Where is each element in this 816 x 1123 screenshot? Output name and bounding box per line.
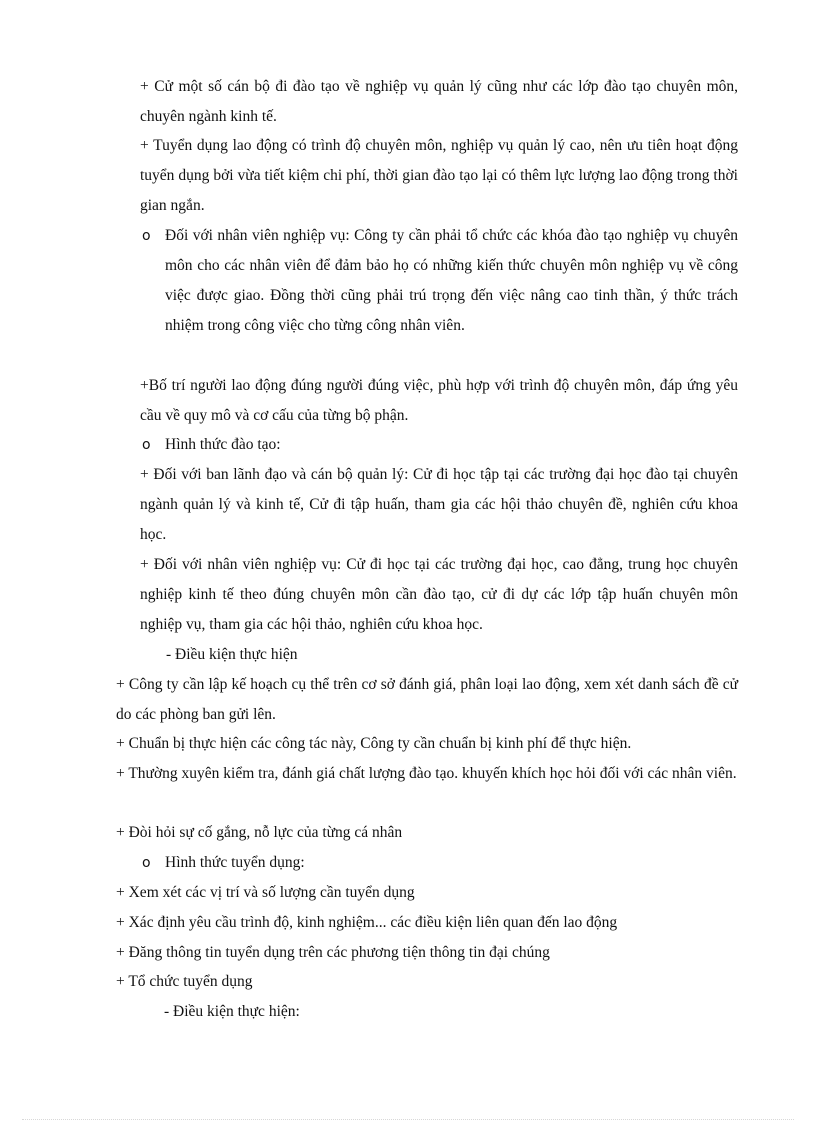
paragraph-quality-check: + Thường xuyên kiểm tra, đánh giá chất lượng đào tạo. khuyến khích học hỏi đối với các nhân viên. [116,765,737,782]
paragraph-management-training: + Đối với ban lãnh đạo và cán bộ quản lý: Cử đi học tập tại các trường đại học đào tại chuyên ngành quản lý và kinh tế, Cử đi tập huấn, tham gia các hội thảo chuyên đề, nghiên cứu khoa học. [140,466,738,543]
heading-implementation-conditions: - Điều kiện thực hiện [166,646,298,663]
bullet-circle-icon: o [142,855,151,871]
list-item-review-positions: + Xem xét các vị trí và số lượng cần tuyển dụng [116,884,415,901]
heading-training-forms: Hình thức đào tạo: [165,436,281,453]
page-bottom-divider [22,1119,794,1120]
list-item-define-requirements: + Xác định yêu cầu trình độ, kinh nghiệm... các điều kiện liên quan đến lao động [116,914,618,931]
paragraph-recruit-qualified: + Tuyển dụng lao động có trình độ chuyên môn, nghiệp vụ quản lý cao, nên ưu tiên hoạt động tuyển dụng bởi vừa tiết kiệm chi phí, thời gian đào tạo lại có thêm lực lượng lao động trong thời gian ngắn. [140,137,738,214]
list-item-organize-recruitment: + Tổ chức tuyển dụng [116,973,253,990]
bullet-circle-icon: o [142,437,151,453]
paragraph-staff-training: + Đối với nhân viên nghiệp vụ: Cử đi học tại các trường đại học, cao đẳng, trung học chuyên nghiệp kinh tế theo đúng chuyên môn cần đào tạo, cử đi dự các lớp tập huấn chuyên môn nghiệp vụ, tham gia các hội thảo, nghiên cứu khoa học. [140,556,738,633]
paragraph-prepare-budget: + Chuẩn bị thực hiện các công tác này, Công ty cần chuẩn bị kinh phí để thực hiện. [116,735,632,752]
list-item-post-ads: + Đăng thông tin tuyển dụng trên các phương tiện thông tin đại chúng [116,944,550,961]
paragraph-individual-effort: + Đòi hỏi sự cố gắng, nỗ lực của từng cá nhân [116,824,403,841]
heading-implementation-conditions-2: - Điều kiện thực hiện: [164,1003,300,1020]
bullet-circle-icon: o [142,228,151,244]
paragraph-company-plan: + Công ty cần lập kế hoạch cụ thể trên cơ sở đánh giá, phân loại lao động, xem xét danh sách đề cử do các phòng ban gửi lên. [116,676,738,723]
heading-recruitment-forms: Hình thức tuyển dụng: [165,854,305,871]
paragraph-send-staff-training: + Cử một số cán bộ đi đào tạo về nghiệp vụ quản lý cũng như các lớp đào tạo chuyên môn, chuyên ngành kinh tế. [140,78,738,125]
paragraph-job-allocation: +Bố trí người lao động đúng người đúng việc, phù hợp với trình độ chuyên môn, đáp ứng yêu cầu về quy mô và cơ cấu của từng bộ phận. [140,377,738,424]
paragraph-professional-staff: Đối với nhân viên nghiệp vụ: Công ty cần phải tổ chức các khóa đào tạo nghiệp vụ chuyên môn cho các nhân viên để đảm bảo họ có những kiến thức chuyên môn nghiệp vụ về công việc được giao. Đồng thời cũng phải trú trọng đến việc nâng cao tinh thần, ý thức trách nhiệm trong công việc cho từng công nhân viên. [165,227,738,334]
